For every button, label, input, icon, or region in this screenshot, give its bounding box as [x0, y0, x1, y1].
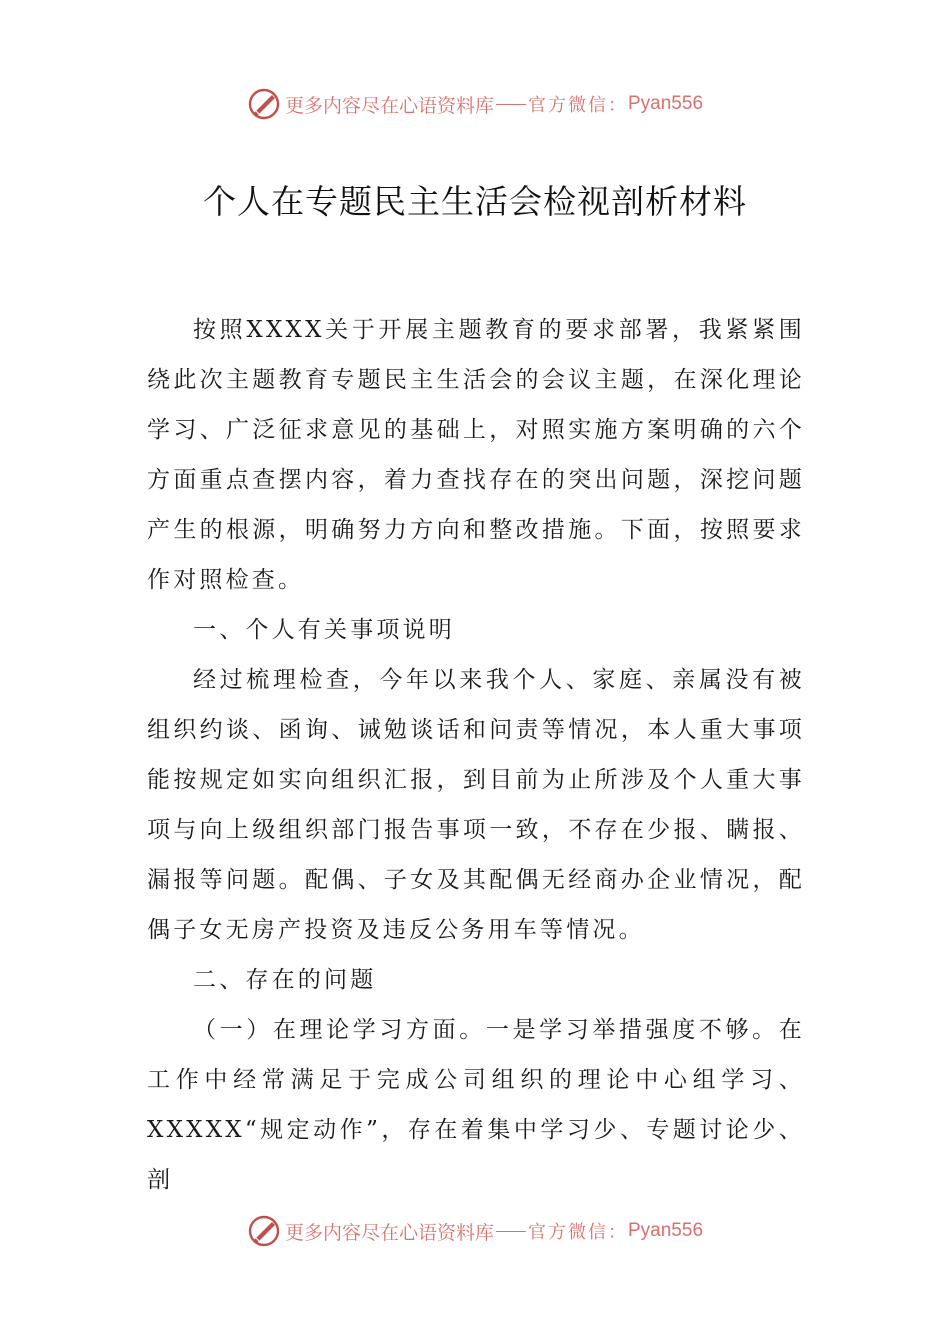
banner-wechat-label: 官方微信： [528, 95, 628, 116]
banner-dash-divider [496, 1231, 526, 1232]
footer-watermark-banner [0, 1211, 950, 1251]
banner-wechat-label: 官方微信： [528, 1222, 628, 1243]
banner-brand-text: 更多内容尽在心语资料库 [284, 1221, 494, 1244]
document-body [147, 305, 805, 1205]
pen-circle-logo-icon [247, 87, 281, 121]
banner-wechat-id: Pyan556 [628, 93, 704, 114]
document-title: 个人在专题民主生活会检视剖析材料 [203, 182, 747, 221]
header-watermark-banner [0, 84, 950, 124]
banner-brand-text: 更多内容尽在心语资料库 [284, 94, 494, 117]
pen-circle-logo-icon [247, 1214, 281, 1248]
section-heading-2: 二、存在的问题 [193, 967, 377, 993]
banner-wechat-id: Pyan556 [628, 1220, 704, 1241]
section-heading-1: 一、个人有关事项说明 [193, 617, 455, 643]
paragraph-intro: 按照XXXX关于开展主题教育的要求部署，我紧紧围绕此次主题教育专题民主生活会的会议主题，在深化理论学习、广泛征求意见的基础上，对照实施方案明确的六个方面重点查摆内容，着力查找存在的突出问题，深挖问题产生的根源，明确努力方向和整改措施。下面，按照要求作对照检查。 [147, 317, 805, 593]
banner-dash-divider [496, 104, 526, 105]
paragraph-section-1: 经过梳理检查，今年以来我个人、家庭、亲属没有被组织约谈、函询、诫勉谈话和问责等情况，本人重大事项能按规定如实向组织汇报，到目前为止所涉及个人重大事项与向上级组织部门报告事项一致，不存在少报、瞒报、漏报等问题。配偶、子女及其配偶无经商办企业情况，配偶子女无房产投资及违反公务用车等情况。 [147, 667, 805, 943]
paragraph-section-2-1: （一）在理论学习方面。一是学习举措强度不够。在工作中经常满足于完成公司组织的理论中心组学习、XXXXX“规定动作”，存在着集中学习少、专题讨论少、剖 [147, 1017, 805, 1193]
